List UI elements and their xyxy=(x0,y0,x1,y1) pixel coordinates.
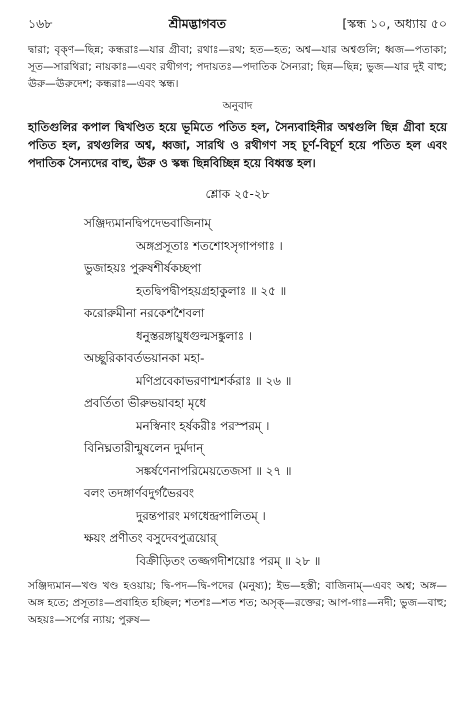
chapter-reference: [স্কন্ধ ১০, অধ্যায় ৫০ xyxy=(342,16,447,31)
verse-line: বিনিঘ্নতারীন্মুষলেন দুর্মদান্ xyxy=(84,441,204,455)
verse-line: অচ্ছূরিকাবর্তভয়ানকা মহা- xyxy=(84,351,205,365)
verse-line: বিক্রীড়িতং তজ্জগদীশয়োঃ পরম্ ॥ ২৮ ॥ xyxy=(136,553,321,568)
verse-line: ভুজাহয়ঃ পুরুষশীর্ষকচ্ছপা xyxy=(84,261,202,275)
verse-block xyxy=(28,212,447,572)
verse-line: দুরন্তপারং মগধেন্দ্রপালিতম্ । xyxy=(136,508,266,523)
word-meanings-top: দ্বারা; বৃক্ণ—ছিন্ন; কন্ধরাঃ—যার গ্রীবা; রথাঃ—রথ; হত—হত; অশ্ব—যার অশ্বগুলি; ধ্বজ—পতাকা; সূত—সারথিরা; নায়কাঃ—এবং রথীগণ; পদায়তঃ—পদাতিক সৈন্যরা; ছিন্ন—ছিন্ন; ভুজ—যার দুই বাহু; ঊরু—ঊরুদেশ; কন্ধরাঃ—এবং স্কন্ধ। xyxy=(28,44,447,90)
verse-line: ধনুস্তরঙ্গায়ুধগুল্মসঙ্কুলাঃ । xyxy=(136,328,252,343)
verse-line: প্রবর্তিতা ভীরুভয়াবহা মৃধে xyxy=(84,396,206,410)
verse-line: সঞ্জিদ্যমানদ্বিপদেভবাজিনাম্ xyxy=(84,216,211,230)
verse-line: বলং তদঙ্গার্ণবদুর্গভৈরবং xyxy=(84,486,194,500)
translation-text: হাতিগুলির কপাল দ্বিখণ্ডিত হয়ে ভূমিতে পতিত হল, সৈন্যবাহিনীর অশ্বগুলি ছিন্ন গ্রীবা হয়ে পতিত হল, রথগুলির অশ্ব, ধ্বজা, সারথি ও রথীগণ সহ চূর্ণ-বিচূর্ণ হয়ে পতিত হল এবং পদাতিক সৈন্যদের বাহু, ঊরু ও স্কন্ধ ছিন্নবিচ্ছিন্ন হয়ে বিধ্বস্ত হল। xyxy=(28,120,447,170)
word-meanings-bottom: সঞ্জিদ্যমান—খণ্ড খণ্ড হওয়ায়; দ্বি-পদ—দ্বি-পদের (মনুষ্য); ইভ—হস্তী; বাজিনাম্—এবং অশ্ব; অঙ্গ—অঙ্গ হতে; প্রসূতাঃ—প্রবাহিত হচ্ছিল; শতশঃ—শত শত; অসৃক্—রক্তের; আপ-গাঃ—নদী; ভুজ—বাহু; অহয়ঃ—সর্পের ন্যায়; পুরুষ— xyxy=(28,580,447,626)
verse-line: মনস্বিনাং হর্ষকরীঃ পরস্পরম্ । xyxy=(136,418,270,433)
translation-heading: অনুবাদ xyxy=(222,100,253,112)
verse-line: সঙ্কর্ষণেনাপরিমেয়তেজসা ॥ ২৭ ॥ xyxy=(136,463,292,478)
verse-line: অঙ্গপ্রসূতাঃ শতশোঽসৃগাপগাঃ । xyxy=(136,238,283,253)
verse-line: হতদ্বিপদ্বীপহয়গ্রহাকুলাঃ ॥ ২৫ ॥ xyxy=(136,283,287,298)
page-number: ১৬৮ xyxy=(28,16,53,31)
verse-line: মণিপ্রবেকাভরণাশ্মশর্করাঃ ॥ ২৬ ॥ xyxy=(136,373,292,388)
shloka-heading: শ্লোক ২৫-২৮ xyxy=(205,187,270,201)
book-title: শ্রীমদ্ভাগবত xyxy=(168,16,227,31)
verse-line: ক্ষয়ং প্রণীতং বসুদেবপুত্রয়োর্ xyxy=(84,531,217,545)
verse-line: করোরুমীনা নরকেশশৈবলা xyxy=(84,306,205,320)
page-header xyxy=(28,16,447,42)
